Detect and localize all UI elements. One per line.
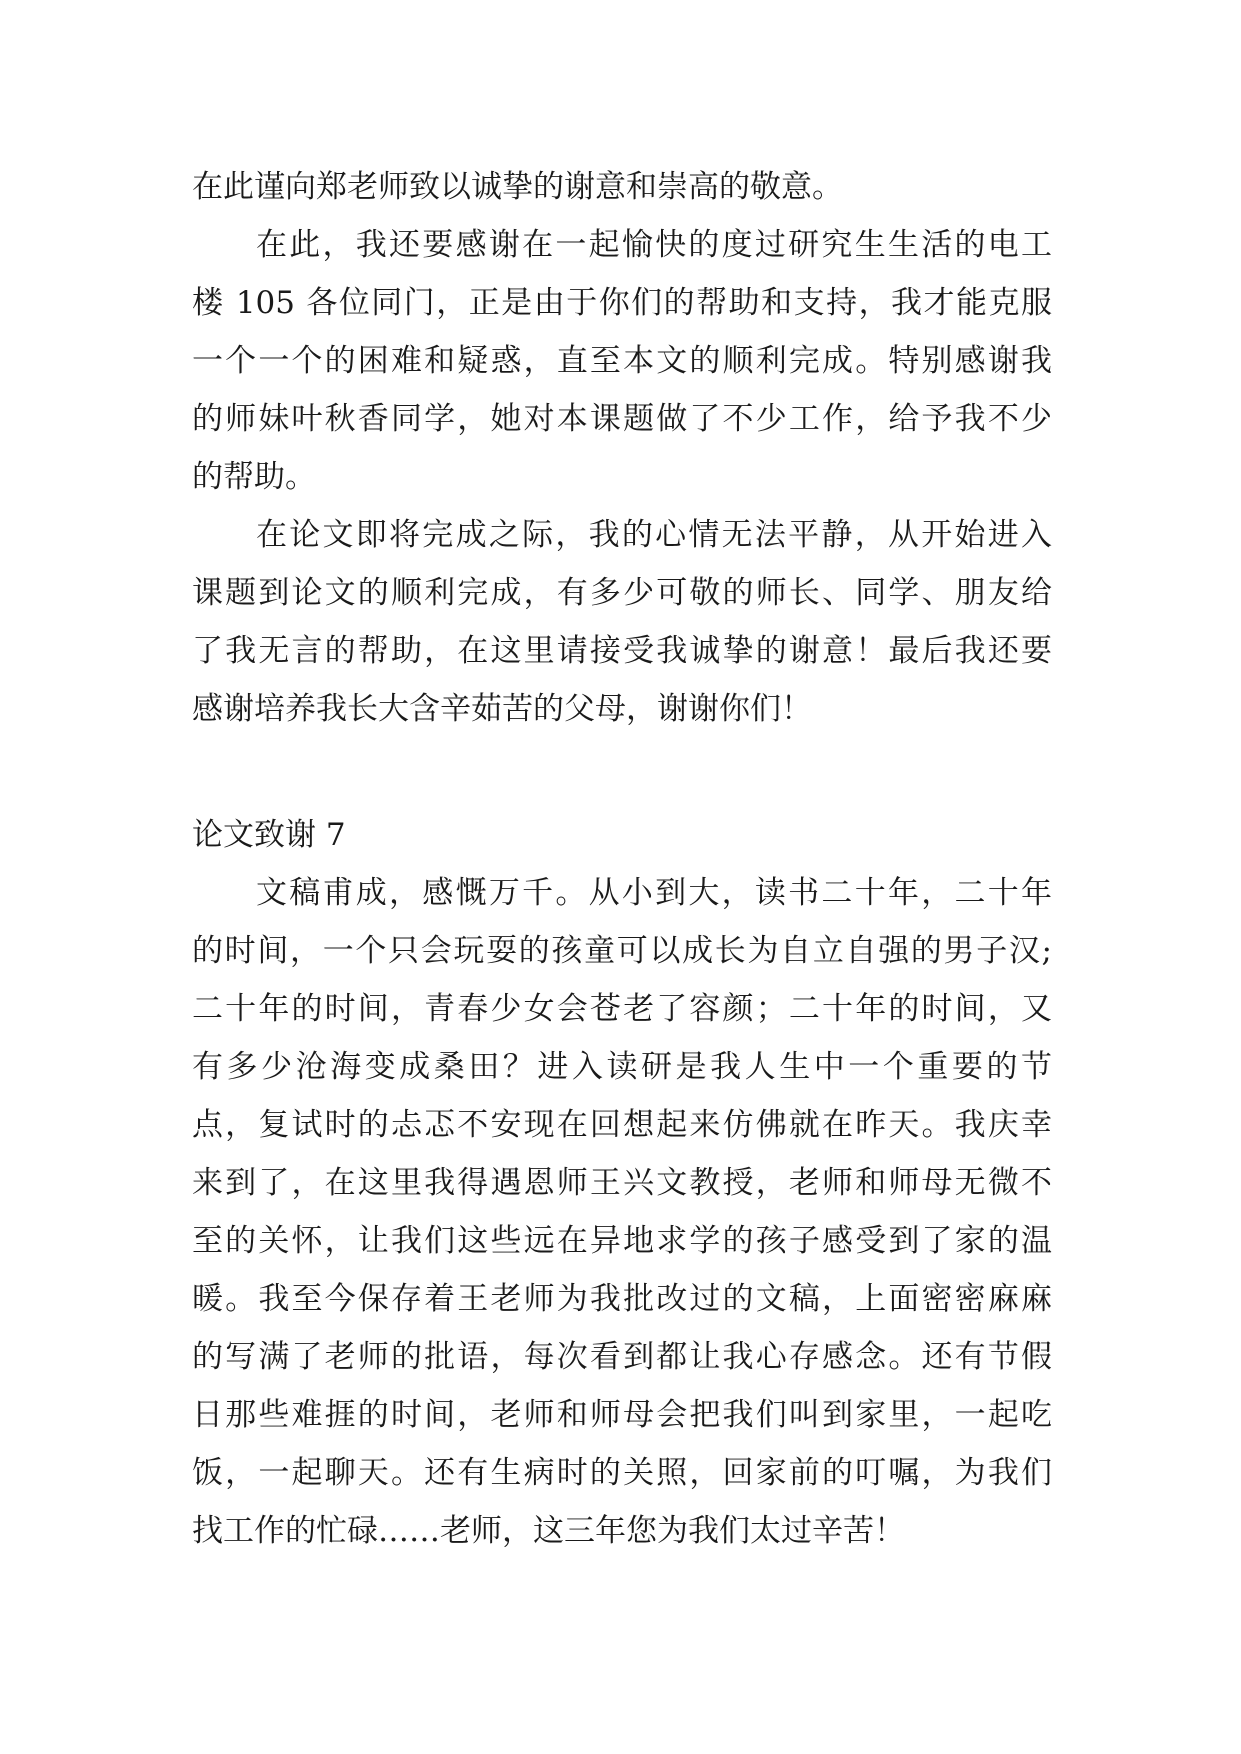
text-line: 了我无言的帮助，在这里请接受我诚挚的谢意！最后我还要: [192, 633, 1052, 669]
text-line: 在论文即将完成之际，我的心情无法平静，从开始进入: [256, 517, 1052, 553]
text-line: 至的关怀，让我们这些远在异地求学的孩子感受到了家的温: [192, 1223, 1052, 1259]
text-line: 点，复试时的忐忑不安现在回想起来仿佛就在昨天。我庆幸: [192, 1107, 1052, 1143]
text-line: 来到了，在这里我得遇恩师王兴文教授，老师和师母无微不: [192, 1165, 1052, 1201]
text-line: 的写满了老师的批语，每次看到都让我心存感念。还有节假: [192, 1339, 1052, 1375]
section-title: 论文致谢 7: [192, 817, 346, 853]
text-line: 在此谨向郑老师致以诚挚的谢意和崇高的敬意。: [192, 169, 843, 205]
text-line: 的师妹叶秋香同学，她对本课题做了不少工作，给予我不少: [192, 401, 1052, 437]
text-line: 楼 105 各位同门，正是由于你们的帮助和支持，我才能克服: [192, 285, 1052, 321]
text-line: 二十年的时间，青春少女会苍老了容颜；二十年的时间，又: [192, 991, 1052, 1027]
text-line: 饭，一起聊天。还有生病时的关照，回家前的叮嘱，为我们: [192, 1455, 1052, 1491]
section-gap: [192, 738, 1052, 796]
text-line: 一个一个的困难和疑惑，直至本文的顺利完成。特别感谢我: [192, 343, 1052, 379]
text-line: 的帮助。: [192, 459, 316, 495]
text-line: 课题到论文的顺利完成，有多少可敬的师长、同学、朋友给: [192, 575, 1052, 611]
text-line: 暖。我至今保存着王老师为我批改过的文稿，上面密密麻麻: [192, 1281, 1052, 1317]
text-line: 的时间，一个只会玩耍的孩童可以成长为自立自强的男子汉;: [192, 933, 1052, 969]
text-line: 感谢培养我长大含辛茹苦的父母，谢谢你们！: [192, 691, 812, 727]
document-body: [192, 158, 1052, 1560]
text-line: 日那些难捱的时间，老师和师母会把我们叫到家里，一起吃: [192, 1397, 1052, 1433]
text-line: 找工作的忙碌……老师，这三年您为我们太过辛苦！: [192, 1513, 905, 1549]
text-line: 文稿甫成，感慨万千。从小到大，读书二十年，二十年: [256, 875, 1052, 911]
text-line: 有多少沧海变成桑田？进入读研是我人生中一个重要的节: [192, 1049, 1052, 1085]
text-line: 在此，我还要感谢在一起愉快的度过研究生生活的电工: [256, 227, 1052, 263]
